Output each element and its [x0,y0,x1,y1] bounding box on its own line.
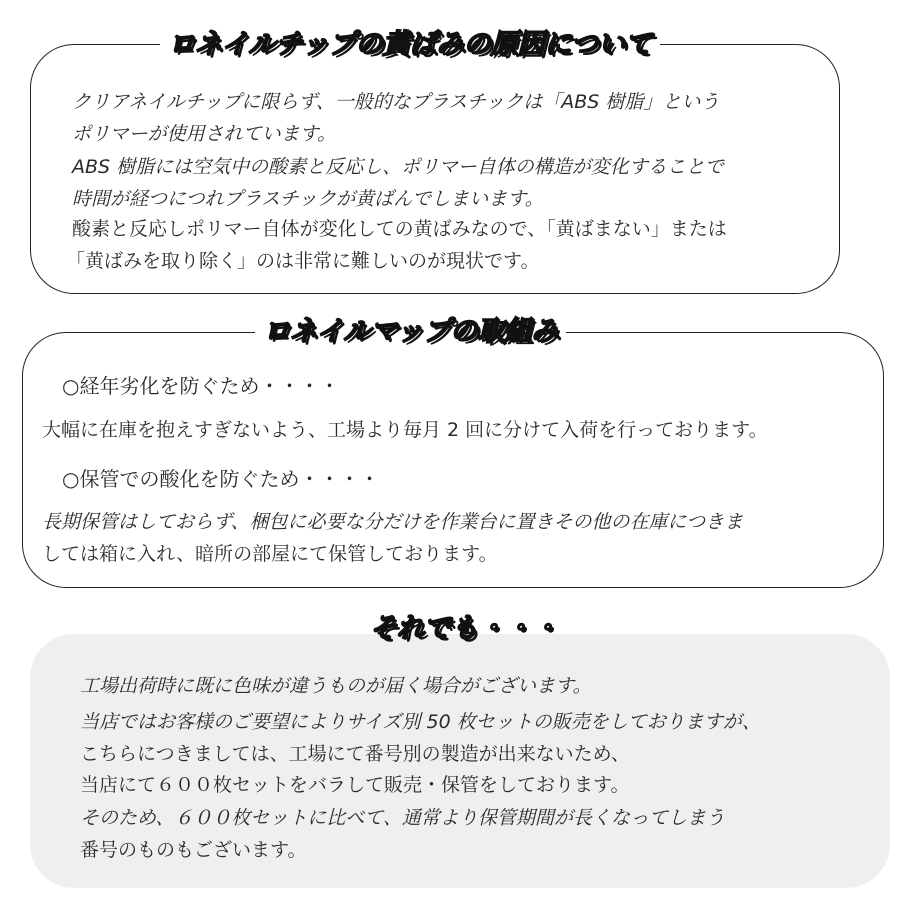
cause-line-4: 時間が経つにつれプラスチックが黄ばんでしまいます。 [72,188,544,210]
notice-line-2: 当店ではお客様のご要望によりサイズ別 50 枚セットの販売をしておりますが、 [80,711,761,733]
aging-heading: ○経年劣化を防ぐため・・・・ [62,374,340,398]
cause-line-6: 「黄ばみを取り除く」のは非常に難しいのが現状です。 [66,250,540,272]
notice-line-1: 工場出荷時に既に色味が違うものが届く場合がございます。 [80,675,592,697]
yellowing-cause-title: ロネイルチップの黄ばみの原因について [160,28,660,62]
initiatives-title: ロネイルマップの取組み [255,315,566,349]
cause-line-5: 酸素と反応しポリマー自体が変化しての黄ばみなので、「黄ばまない」または [72,218,727,240]
notice-title: それでも・・・ [370,613,559,644]
notice-line-4: 当店にて６００枚セットをバラして販売・保管をしております。 [80,774,630,796]
cause-line-3: ABS 樹脂には空気中の酸素と反応し、ポリマー自体の構造が変化することで [72,156,724,178]
aging-text: 大幅に在庫を抱えすぎないよう、工場より毎月 2 回に分けて入荷を行っております。 [42,419,768,441]
notice-line-5: そのため、６００枚セットに比べて、通常より保管期間が長くなってしまう [80,807,725,829]
oxidation-heading: ○保管での酸化を防ぐため・・・・ [62,467,380,491]
cause-line-1: クリアネイルチップに限らず、一般的なプラスチックは「ABS 樹脂」という [72,91,720,113]
notice-line-3: こちらにつきましては、工場にて番号別の製造が出来ないため、 [80,743,630,765]
oxidation-text-2: しては箱に入れ、暗所の部屋にて保管しております。 [42,543,498,565]
cause-line-2: ポリマーが使用されています。 [72,123,337,145]
notice-line-6: 番号のものもございます。 [80,839,307,861]
oxidation-text-1: 長期保管はしておらず、梱包に必要な分だけを作業台に置きその他の在庫につきま [42,511,744,533]
